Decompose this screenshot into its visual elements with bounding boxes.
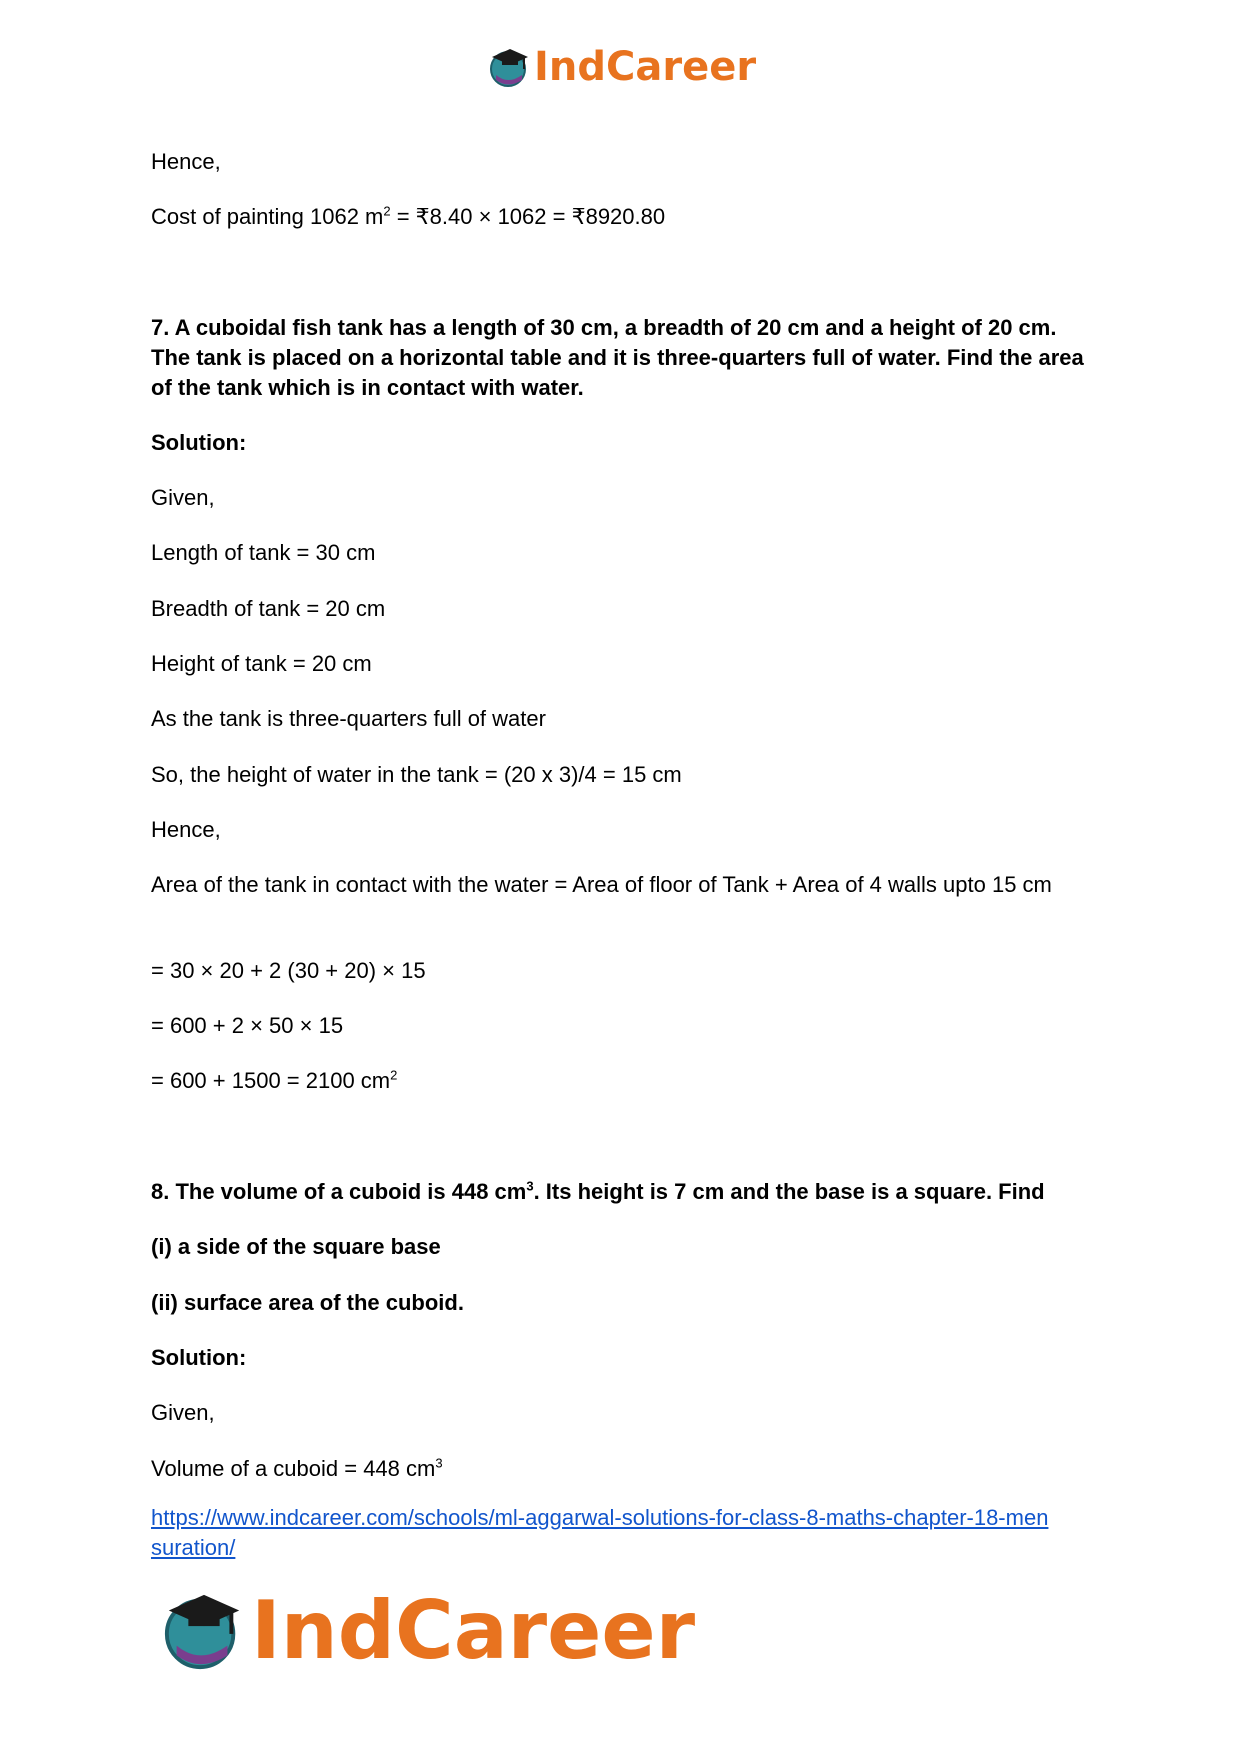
question-8-part-ii: (ii) surface area of the cuboid.: [151, 1290, 464, 1315]
header-logo: [488, 42, 756, 92]
text-water-height: So, the height of water in the tank = (20 x 3)/4 = 15 cm: [151, 762, 682, 787]
text-height: Height of tank = 20 cm: [151, 651, 372, 676]
text-hence-2: Hence,: [151, 817, 221, 842]
graduation-cap-globe-books-icon: [488, 45, 532, 89]
text-given-1: Given,: [151, 485, 215, 510]
text-step-3: = 600 + 1500 = 2100 $cm^2$: [151, 1067, 398, 1093]
brand-name: IndCareer: [534, 44, 757, 90]
text-volume: Volume of a cuboid = 448 $cm^3$: [151, 1455, 443, 1481]
text-three-quarters: As the tank is three-quarters full of water: [151, 706, 546, 731]
brand-name-footer: IndCareer: [251, 1583, 696, 1677]
footer-logo: [161, 1584, 695, 1676]
text-step-2: = 600 + 2 × 50 × 15: [151, 1013, 344, 1038]
text-step-1: = 30 × 20 + 2 (30 + 20) × 15: [151, 958, 426, 983]
source-link-block: [151, 1503, 1091, 1563]
text-breadth: Breadth of tank = 20 cm: [151, 596, 386, 621]
question-8: 8. The volume of a cuboid is 448 $cm^3$. Its height is 7 cm and the base is a square. Find: [151, 1178, 1045, 1204]
question-8-part-i: (i) a side of the square base: [151, 1234, 441, 1259]
source-link[interactable]: https://www.indcareer.com/schools/ml-aggarwal-solutions-for-class-8-maths-chapter-18-men suration/: [151, 1505, 1049, 1560]
text-length: Length of tank = 30 cm: [151, 540, 376, 565]
text-hence-1: Hence,: [151, 149, 221, 174]
text-given-2: Given,: [151, 1400, 215, 1425]
graduation-cap-globe-books-icon: [161, 1587, 247, 1673]
solution-heading-2: Solution:: [151, 1345, 247, 1370]
question-7: 7. A cuboidal fish tank has a length of 30 cm, a breadth of 20 cm and a height of 20 cm. The tank is placed on a horizontal table and it is three-quarters full of water. Find the area of the tank which is in contact with water.: [151, 315, 1084, 400]
text-area-contact: Area of the tank in contact with the water = Area of floor of Tank + Area of 4 walls upto 15 cm: [151, 872, 1052, 897]
solution-heading-1: Solution:: [151, 430, 247, 455]
text-cost-painting: Cost of painting 1062 $m^2$ = ₹8.40 × 1062 = ₹8920.80: [151, 203, 666, 229]
